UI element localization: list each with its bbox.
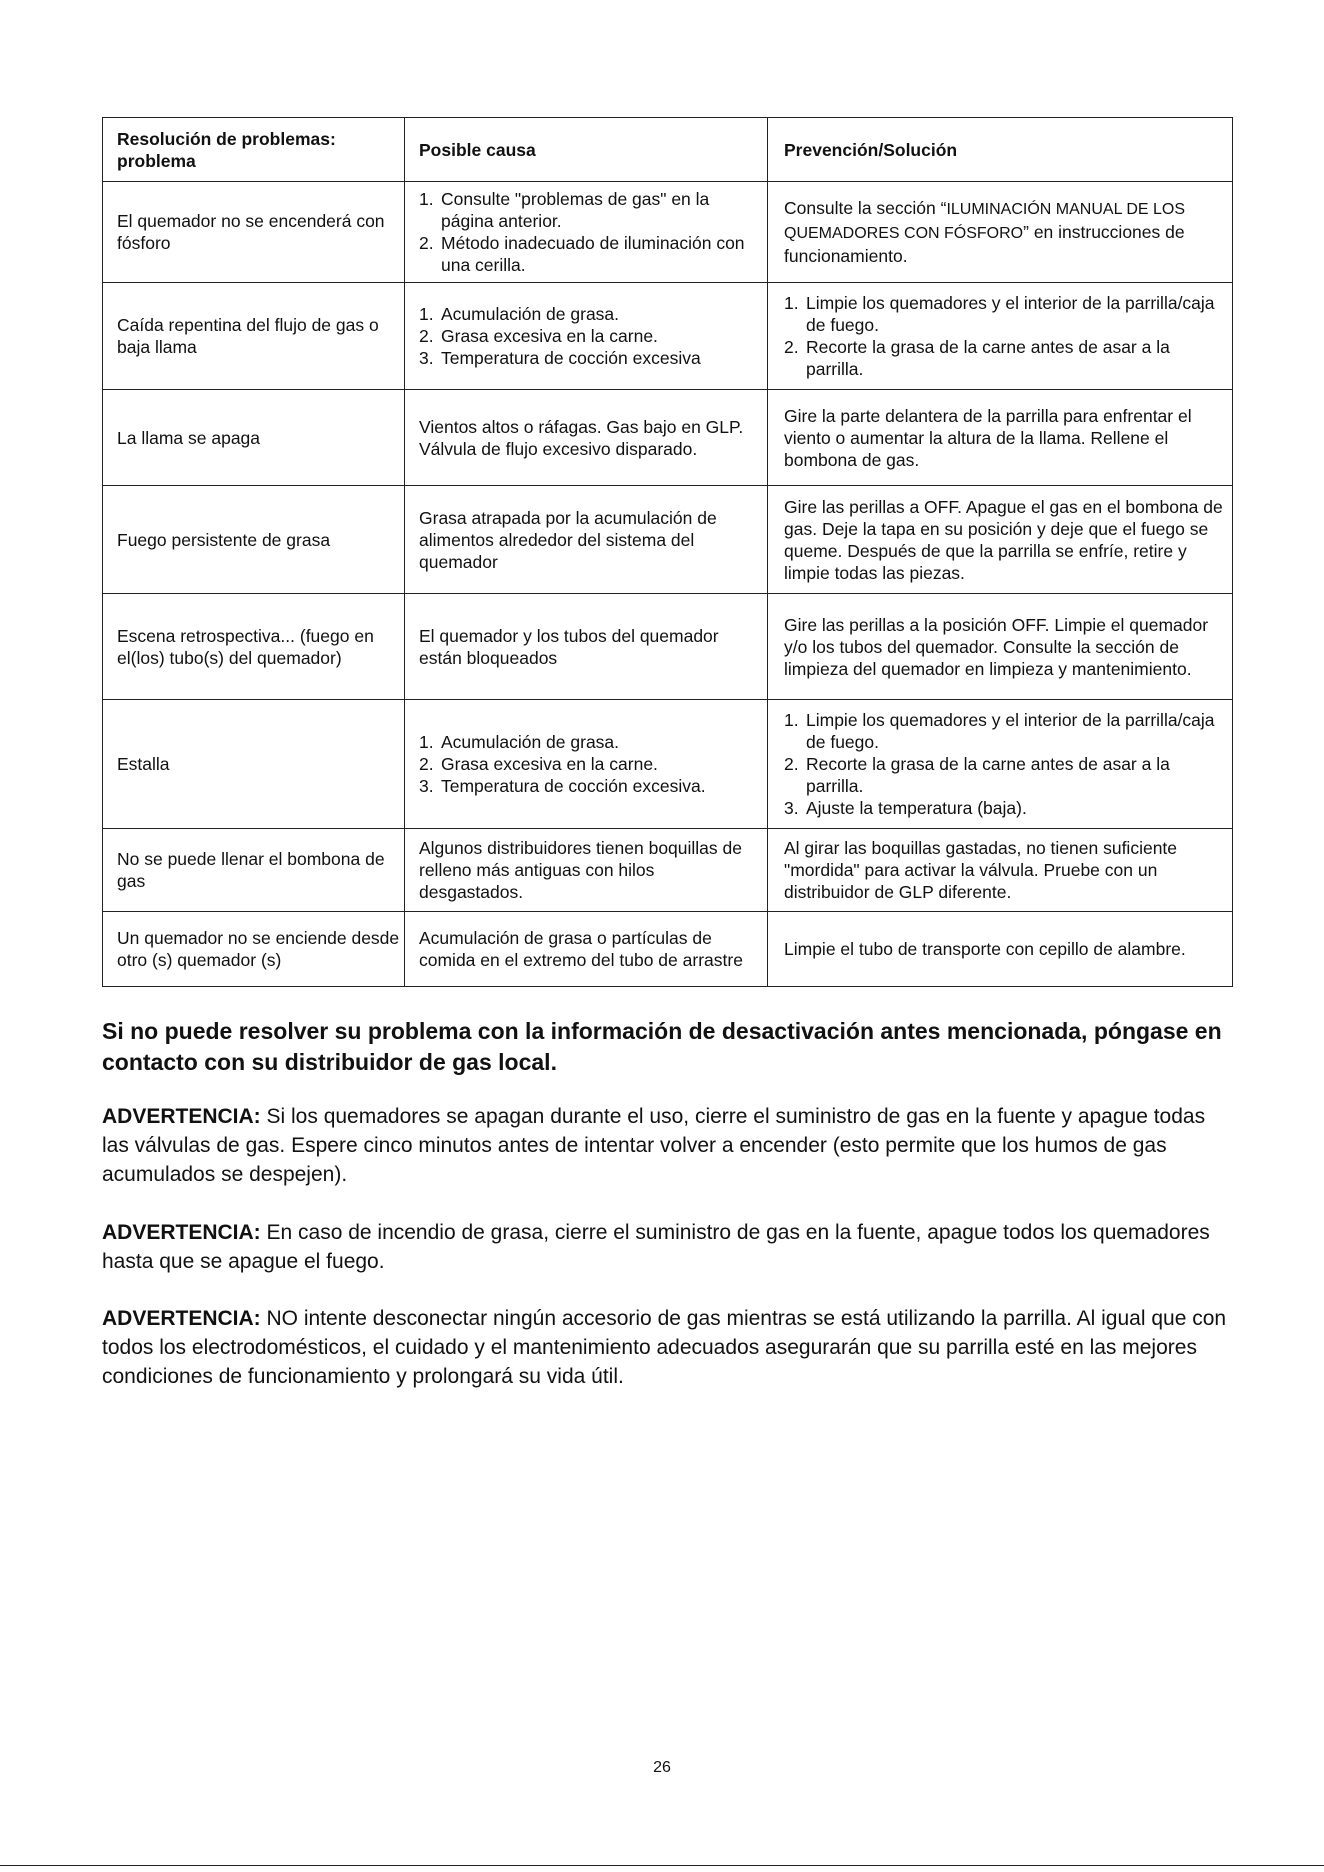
header-problem: Resolución de problemas: problema [103,118,405,182]
list-item: 3. Temperatura de cocción excesiva [419,348,701,368]
cause-cell: Acumulación de grasa o partículas de comida en el extremo del tubo de arrastre [405,912,768,987]
list-item: 1. Limpie los quemadores y el interior de la parrilla/caja de fuego. [784,710,1215,752]
solution-list [784,292,1228,380]
warning-paragraph [102,1218,1232,1276]
problem-cell: El quemador no se encenderá con fósforo [103,182,405,283]
list-item: 1. Acumulación de grasa. [419,732,620,752]
problem-cell: Fuego persistente de grasa [103,486,405,594]
warning-text: Si los quemadores se apagan durante el uso, cierre el suministro de gas en la fuente y apague todas las válvulas de gas. Espere cinco minutos antes de intentar volver a encender (esto permite que los humos de gas acumulados se despejen). [102,1105,1206,1186]
list-item: 3. Temperatura de cocción excesiva. [419,776,706,796]
table-header-row [103,118,1233,182]
header-cause: Posible causa [405,118,768,182]
table-row [103,912,1233,987]
table-row [103,829,1233,912]
troubleshooting-table [102,117,1233,987]
solution-cell: Limpie el tubo de transporte con cepillo de alambre. [768,912,1233,987]
solution-cell [768,283,1233,390]
cause-cell: Grasa atrapada por la acumulación de alimentos alrededor del sistema del quemador [405,486,768,594]
page-number: 26 [653,1759,671,1776]
problem-cell: Escena retrospectiva... (fuego en el(los) tubo(s) del quemador) [103,594,405,700]
table-row [103,390,1233,486]
cause-cell: El quemador y los tubos del quemador están bloqueados [405,594,768,700]
warning-label: ADVERTENCIA: [102,1307,261,1330]
solution-cell: Gire las perillas a la posición OFF. Limpie el quemador y/o los tubos del quemador. Consulte la sección de limpieza del quemador en limpieza y mantenimiento. [768,594,1233,700]
problem-cell: La llama se apaga [103,390,405,486]
cause-list [419,303,763,369]
cause-cell [405,700,768,829]
section-reference: ILUMINACIÓN MANUAL DE LOS QUEMADORES CON FÓSFORO [784,201,1186,242]
cause-cell [405,182,768,283]
problem-cell: Caída repentina del flujo de gas o baja llama [103,283,405,390]
solution-cell: Al girar las boquillas gastadas, no tienen suficiente "mordida" para activar la válvula. Pruebe con un distribuidor de GLP diferente. [768,829,1233,912]
bottom-divider [0,1865,1324,1866]
list-item: 1. Limpie los quemadores y el interior de la parrilla/caja de fuego. [784,293,1215,335]
warning-label: ADVERTENCIA: [102,1105,261,1128]
solution-cell [768,700,1233,829]
warning-paragraph [102,1304,1232,1391]
table-row [103,486,1233,594]
cause-cell: Algunos distribuidores tienen boquillas de relleno más antiguas con hilos desgastados. [405,829,768,912]
problem-cell: Estalla [103,700,405,829]
table-row [103,594,1233,700]
problem-cell: Un quemador no se enciende desde otro (s) quemador (s) [103,912,405,987]
solution-cell: Gire la parte delantera de la parrilla para enfrentar el viento o aumentar la altura de la llama. Rellene el bombona de gas. [768,390,1233,486]
warning-text: NO intente desconectar ningún accesorio de gas mientras se está utilizando la parrilla. Al igual que con todos los electrodomésticos, el cuidado y el mantenimiento adecuados asegurarán que su parrilla esté en las mejores condiciones de funcionamiento y prolongará su vida útil. [102,1307,1227,1388]
header-solution: Prevención/Solución [768,118,1233,182]
cause-list [419,188,763,276]
table-row [103,182,1233,283]
warning-paragraph [102,1102,1232,1189]
warning-text: En caso de incendio de grasa, cierre el suministro de gas en la fuente, apague todos los quemadores hasta que se apague el fuego. [102,1221,1210,1273]
list-item: 2. Recorte la grasa de la carne antes de asar a la parrilla. [784,337,1170,379]
table-row [103,283,1233,390]
cause-cell [405,283,768,390]
list-item: 2. Recorte la grasa de la carne antes de asar a la parrilla. [784,754,1170,796]
solution-list [784,709,1228,819]
list-item: 2. Grasa excesiva en la carne. [419,754,658,774]
contact-notice: Si no puede resolver su problema con la información de desactivación antes mencionada, póngase en contacto con su distribuidor de gas local. [102,1018,1222,1075]
list-item: 3. Ajuste la temperatura (baja). [784,798,1027,818]
problem-cell: No se puede llenar el bombona de gas [103,829,405,912]
solution-cell: Gire las perillas a OFF. Apague el gas en el bombona de gas. Deje la tapa en su posición y deje que el fuego se queme. Después de que la parrilla se enfríe, retire y limpie todas las piezas. [768,486,1233,594]
list-item: 2. Grasa excesiva en la carne. [419,326,658,346]
list-item: 2. Método inadecuado de iluminación con una cerilla. [419,233,745,275]
table-row [103,700,1233,829]
cause-cell: Vientos altos o ráfagas. Gas bajo en GLP. Válvula de flujo excesivo disparado. [405,390,768,486]
warning-label: ADVERTENCIA: [102,1221,261,1244]
cause-list [419,731,763,797]
list-item: 1. Consulte "problemas de gas" en la página anterior. [419,189,710,231]
list-item: 1. Acumulación de grasa. [419,304,620,324]
solution-cell: Consulte la sección “ILUMINACIÓN MANUAL DE LOS QUEMADORES CON FÓSFORO” en instrucciones de funcionamiento. [768,182,1233,283]
